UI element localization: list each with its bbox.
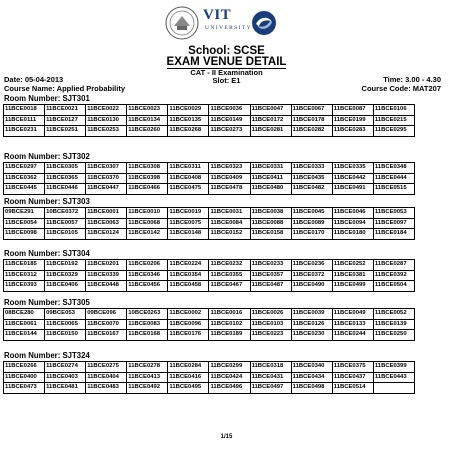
- register-number-cell: 11BCE0497: [250, 383, 291, 394]
- student-register-table: [3, 308, 415, 341]
- register-number-cell: 11BCE0106: [373, 105, 414, 116]
- register-number-cell: 11BCE0424: [209, 372, 250, 383]
- register-number-cell: 11BCE0152: [209, 229, 250, 240]
- register-number-cell: 11BCE0406: [45, 281, 86, 292]
- register-number-cell: 11BCE0399: [373, 362, 414, 373]
- register-number-cell: 11BCE0357: [250, 270, 291, 281]
- register-number-cell: 11BCE0413: [127, 372, 168, 383]
- register-number-cell: 11BCE0189: [209, 330, 250, 341]
- register-number-cell: 11BCE0478: [209, 184, 250, 195]
- register-number-cell: 11BCE0398: [127, 173, 168, 184]
- register-number-cell: 11BCE0184: [373, 229, 414, 240]
- register-number-cell: 11BCE0408: [168, 173, 209, 184]
- register-number-cell: 11BCE0065: [45, 319, 86, 330]
- table-row: [4, 281, 415, 292]
- register-number-cell: 11BCE0244: [332, 330, 373, 341]
- register-number-cell: 11BCE0038: [250, 208, 291, 219]
- register-number-cell: 11BCE0318: [250, 362, 291, 373]
- register-number-cell: 11BCE0083: [127, 319, 168, 330]
- register-number-cell: 11BCE0075: [168, 218, 209, 229]
- register-number-cell: 11BCE0215: [373, 115, 414, 126]
- register-number-cell: 11BCE0070: [86, 319, 127, 330]
- course-code: Course Code: MAT207: [361, 84, 441, 93]
- register-number-cell: 11BCE0087: [332, 105, 373, 116]
- student-register-table: [3, 259, 415, 292]
- table-row: [4, 126, 415, 137]
- empty-cell: [373, 383, 414, 394]
- register-number-cell: 11BCE0026: [250, 309, 291, 320]
- register-number-cell: 08BCE280: [4, 309, 45, 320]
- register-number-cell: 11BCE0409: [209, 173, 250, 184]
- register-number-cell: 11BCE0236: [291, 260, 332, 271]
- table-row: [4, 362, 415, 373]
- register-number-cell: 11BCE0496: [209, 383, 250, 394]
- table-row: [4, 260, 415, 271]
- register-number-cell: 11BCE0446: [45, 184, 86, 195]
- register-number-cell: 11BCE0355: [209, 270, 250, 281]
- register-number-cell: 11BCE0016: [209, 309, 250, 320]
- table-row: [4, 163, 415, 174]
- register-number-cell: 10BCE0263: [127, 309, 168, 320]
- register-number-cell: 11BCE0346: [127, 270, 168, 281]
- register-number-cell: 11BCE0135: [168, 115, 209, 126]
- register-number-cell: 11BCE0447: [86, 184, 127, 195]
- table-row: [4, 218, 415, 229]
- register-number-cell: 11BCE0312: [4, 270, 45, 281]
- register-number-cell: 11BCE0333: [291, 163, 332, 174]
- register-number-cell: 11BCE0305: [45, 163, 86, 174]
- register-number-cell: 11BCE0068: [127, 218, 168, 229]
- table-row: [4, 184, 415, 195]
- register-number-cell: 11BCE0253: [86, 126, 127, 137]
- register-number-cell: 11BCE0057: [45, 218, 86, 229]
- register-number-cell: 09BCE053: [45, 309, 86, 320]
- register-number-cell: 11BCE0063: [86, 218, 127, 229]
- register-number-cell: 11BCE0466: [127, 184, 168, 195]
- register-number-cell: 11BCE0498: [291, 383, 332, 394]
- register-number-cell: 11BCE0473: [4, 383, 45, 394]
- register-number-cell: 11BCE0339: [86, 270, 127, 281]
- register-number-cell: 11BCE0365: [45, 173, 86, 184]
- register-number-cell: 11BCE0431: [250, 372, 291, 383]
- table-row: [4, 208, 415, 219]
- register-number-cell: 11BCE0416: [168, 372, 209, 383]
- register-number-cell: 11BCE0283: [332, 126, 373, 137]
- register-number-cell: 11BCE0126: [291, 319, 332, 330]
- register-number-cell: 11BCE0170: [291, 229, 332, 240]
- register-number-cell: 11BCE0275: [86, 362, 127, 373]
- register-number-cell: 11BCE0250: [373, 330, 414, 341]
- table-row: [4, 372, 415, 383]
- register-number-cell: 11BCE0335: [332, 163, 373, 174]
- register-number-cell: 11BCE0185: [4, 260, 45, 271]
- register-number-cell: 11BCE0097: [373, 218, 414, 229]
- register-number-cell: 11BCE0487: [250, 281, 291, 292]
- register-number-cell: 11BCE0445: [4, 184, 45, 195]
- register-number-cell: 11BCE0178: [291, 115, 332, 126]
- register-number-cell: 11BCE0029: [168, 105, 209, 116]
- register-number-cell: 11BCE0434: [291, 372, 332, 383]
- register-number-cell: 11BCE0483: [86, 383, 127, 394]
- register-number-cell: 11BCE0001: [86, 208, 127, 219]
- register-number-cell: 11BCE0442: [332, 173, 373, 184]
- register-number-cell: 11BCE0046: [332, 208, 373, 219]
- register-number-cell: 11BCE0002: [168, 309, 209, 320]
- register-number-cell: 11BCE0260: [127, 126, 168, 137]
- register-number-cell: 11BCE0370: [86, 173, 127, 184]
- register-number-cell: 11BCE0287: [373, 260, 414, 271]
- register-number-cell: 11BCE0392: [373, 270, 414, 281]
- register-number-cell: 11BCE0103: [250, 319, 291, 330]
- table-row: [4, 105, 415, 116]
- register-number-cell: 11BCE0098: [4, 229, 45, 240]
- student-register-table: [3, 361, 415, 394]
- register-number-cell: 11BCE0411: [250, 173, 291, 184]
- register-number-cell: 11BCE0061: [4, 319, 45, 330]
- register-number-cell: 11BCE0404: [86, 372, 127, 383]
- register-number-cell: 11BCE0251: [45, 126, 86, 137]
- register-number-cell: 11BCE0278: [127, 362, 168, 373]
- register-number-cell: 11BCE0053: [373, 208, 414, 219]
- register-number-cell: 11BCE0133: [332, 319, 373, 330]
- register-number-cell: 11BCE0266: [4, 362, 45, 373]
- brand-name: VIT: [203, 7, 232, 23]
- register-number-cell: 11BCE0201: [86, 260, 127, 271]
- register-number-cell: 11BCE0180: [332, 229, 373, 240]
- register-number-cell: 11BCE0372: [291, 270, 332, 281]
- register-number-cell: 11BCE0021: [45, 105, 86, 116]
- register-number-cell: 11BCE0284: [168, 362, 209, 373]
- register-number-cell: 11BCE0295: [373, 126, 414, 137]
- register-number-cell: 11BCE0491: [332, 184, 373, 195]
- register-number-cell: 11BCE0176: [168, 330, 209, 341]
- room-number-label: Room Number: SJT301: [4, 94, 90, 103]
- register-number-cell: 11BCE0168: [127, 330, 168, 341]
- student-register-table: [3, 162, 415, 195]
- register-number-cell: 11BCE0049: [332, 309, 373, 320]
- exam-name: CAT - II Examination: [190, 68, 263, 77]
- register-number-cell: 11BCE0167: [86, 330, 127, 341]
- room-number-label: Room Number: SJT303: [4, 197, 90, 206]
- register-number-cell: 11BCE0018: [4, 105, 45, 116]
- register-number-cell: 11BCE0105: [45, 229, 86, 240]
- register-number-cell: 11BCE0067: [291, 105, 332, 116]
- register-number-cell: 11BCE0282: [291, 126, 332, 137]
- register-number-cell: 11BCE0047: [250, 105, 291, 116]
- register-number-cell: 09BCE291: [4, 208, 45, 219]
- vit-logo: [165, 6, 290, 42]
- register-number-cell: 11BCE0475: [168, 184, 209, 195]
- brand-subtitle: UNIVERSITY: [205, 25, 252, 31]
- register-number-cell: 11BCE0458: [168, 281, 209, 292]
- register-number-cell: 11BCE0340: [291, 362, 332, 373]
- register-number-cell: 11BCE0400: [4, 372, 45, 383]
- exam-slot: Slot: E1: [212, 76, 241, 85]
- register-number-cell: 11BCE0231: [4, 126, 45, 137]
- register-number-cell: 11BCE0437: [332, 372, 373, 383]
- register-number-cell: 11BCE0403: [45, 372, 86, 383]
- register-number-cell: 11BCE0022: [86, 105, 127, 116]
- register-number-cell: 11BCE0268: [168, 126, 209, 137]
- room-number-label: Room Number: SJT304: [4, 249, 90, 258]
- register-number-cell: 11BCE0088: [250, 218, 291, 229]
- register-number-cell: 11BCE0111: [4, 115, 45, 126]
- register-number-cell: 11BCE0480: [250, 184, 291, 195]
- register-number-cell: 11BCE0308: [127, 163, 168, 174]
- table-row: [4, 319, 415, 330]
- room-number-label: Room Number: SJT324: [4, 351, 90, 360]
- register-number-cell: 11BCE0393: [4, 281, 45, 292]
- register-number-cell: 11BCE0448: [86, 281, 127, 292]
- register-number-cell: 11BCE0381: [332, 270, 373, 281]
- register-number-cell: 11BCE0481: [45, 383, 86, 394]
- register-number-cell: 11BCE0490: [291, 281, 332, 292]
- register-number-cell: 11BCE0142: [127, 229, 168, 240]
- register-number-cell: 11BCE0348: [373, 163, 414, 174]
- register-number-cell: 11BCE0144: [4, 330, 45, 341]
- register-number-cell: 11BCE0223: [250, 330, 291, 341]
- register-number-cell: 11BCE0232: [209, 260, 250, 271]
- register-number-cell: 11BCE0124: [86, 229, 127, 240]
- room-number-label: Room Number: SJT302: [4, 152, 90, 161]
- register-number-cell: 11BCE0150: [45, 330, 86, 341]
- exam-time: Time: 3.00 - 4.30: [383, 75, 441, 84]
- table-row: [4, 115, 415, 126]
- register-number-cell: 11BCE0252: [332, 260, 373, 271]
- register-number-cell: 11BCE0148: [168, 229, 209, 240]
- document-title-text: EXAM VENUE DETAIL: [166, 56, 287, 68]
- register-number-cell: 11BCE0031: [209, 208, 250, 219]
- register-number-cell: 11BCE0299: [209, 362, 250, 373]
- student-register-table: [3, 104, 415, 137]
- register-number-cell: 09BCE096: [86, 309, 127, 320]
- register-number-cell: 11BCE0504: [373, 281, 414, 292]
- register-number-cell: 11BCE0375: [332, 362, 373, 373]
- student-register-table: [3, 207, 415, 240]
- register-number-cell: 11BCE0274: [45, 362, 86, 373]
- register-number-cell: 11BCE0467: [209, 281, 250, 292]
- exam-date: Date: 05-04-2013: [4, 75, 64, 84]
- table-row: [4, 229, 415, 240]
- register-number-cell: 11BCE0323: [209, 163, 250, 174]
- register-number-cell: 11BCE0036: [209, 105, 250, 116]
- table-row: [4, 383, 415, 394]
- page-number: 1/15: [220, 434, 233, 440]
- course-name: Course Name: Applied Probability: [4, 84, 125, 93]
- register-number-cell: 11BCE0281: [250, 126, 291, 137]
- swirl-emblem-icon: [251, 10, 277, 36]
- register-number-cell: 11BCE0023: [127, 105, 168, 116]
- register-number-cell: 11BCE0019: [168, 208, 209, 219]
- register-number-cell: 11BCE0273: [209, 126, 250, 137]
- register-number-cell: 11BCE0456: [127, 281, 168, 292]
- register-number-cell: 11BCE0354: [168, 270, 209, 281]
- register-number-cell: 11BCE0134: [127, 115, 168, 126]
- register-number-cell: 11BCE0158: [250, 229, 291, 240]
- register-number-cell: 10BCE0372: [45, 208, 86, 219]
- register-number-cell: 11BCE0102: [209, 319, 250, 330]
- table-row: [4, 173, 415, 184]
- register-number-cell: 11BCE0199: [332, 115, 373, 126]
- document-title: [0, 56, 453, 68]
- register-number-cell: 11BCE0010: [127, 208, 168, 219]
- register-number-cell: 11BCE0206: [127, 260, 168, 271]
- register-number-cell: 11BCE0039: [291, 309, 332, 320]
- table-row: [4, 270, 415, 281]
- room-number-label: Room Number: SJT305: [4, 298, 90, 307]
- register-number-cell: 11BCE0192: [45, 260, 86, 271]
- register-number-cell: 11BCE0233: [250, 260, 291, 271]
- register-number-cell: 11BCE0307: [86, 163, 127, 174]
- register-number-cell: 11BCE0443: [373, 372, 414, 383]
- register-number-cell: 11BCE0130: [86, 115, 127, 126]
- register-number-cell: 11BCE0492: [127, 383, 168, 394]
- register-number-cell: 11BCE0045: [291, 208, 332, 219]
- register-number-cell: 11BCE0084: [209, 218, 250, 229]
- register-number-cell: 11BCE0054: [4, 218, 45, 229]
- register-number-cell: 11BCE0311: [168, 163, 209, 174]
- register-number-cell: 11BCE0362: [4, 173, 45, 184]
- register-number-cell: 11BCE0435: [291, 173, 332, 184]
- register-number-cell: 11BCE0149: [209, 115, 250, 126]
- table-row: [4, 330, 415, 341]
- register-number-cell: 11BCE0230: [291, 330, 332, 341]
- register-number-cell: 11BCE0224: [168, 260, 209, 271]
- register-number-cell: 11BCE0052: [373, 309, 414, 320]
- table-row: [4, 309, 415, 320]
- register-number-cell: 11BCE0094: [332, 218, 373, 229]
- register-number-cell: 11BCE0331: [250, 163, 291, 174]
- register-number-cell: 11BCE0514: [332, 383, 373, 394]
- school-title: School: SCSE: [188, 45, 265, 57]
- register-number-cell: 11BCE0515: [373, 184, 414, 195]
- register-number-cell: 11BCE0329: [45, 270, 86, 281]
- register-number-cell: 11BCE0499: [332, 281, 373, 292]
- register-number-cell: 11BCE0495: [168, 383, 209, 394]
- register-number-cell: 11BCE0139: [373, 319, 414, 330]
- register-number-cell: 11BCE0089: [291, 218, 332, 229]
- university-seal-icon: [165, 6, 199, 40]
- register-number-cell: 11BCE0096: [168, 319, 209, 330]
- register-number-cell: 11BCE0444: [373, 173, 414, 184]
- register-number-cell: 11BCE0482: [291, 184, 332, 195]
- register-number-cell: 11BCE0172: [250, 115, 291, 126]
- register-number-cell: 11BCE0297: [4, 163, 45, 174]
- register-number-cell: 11BCE0127: [45, 115, 86, 126]
